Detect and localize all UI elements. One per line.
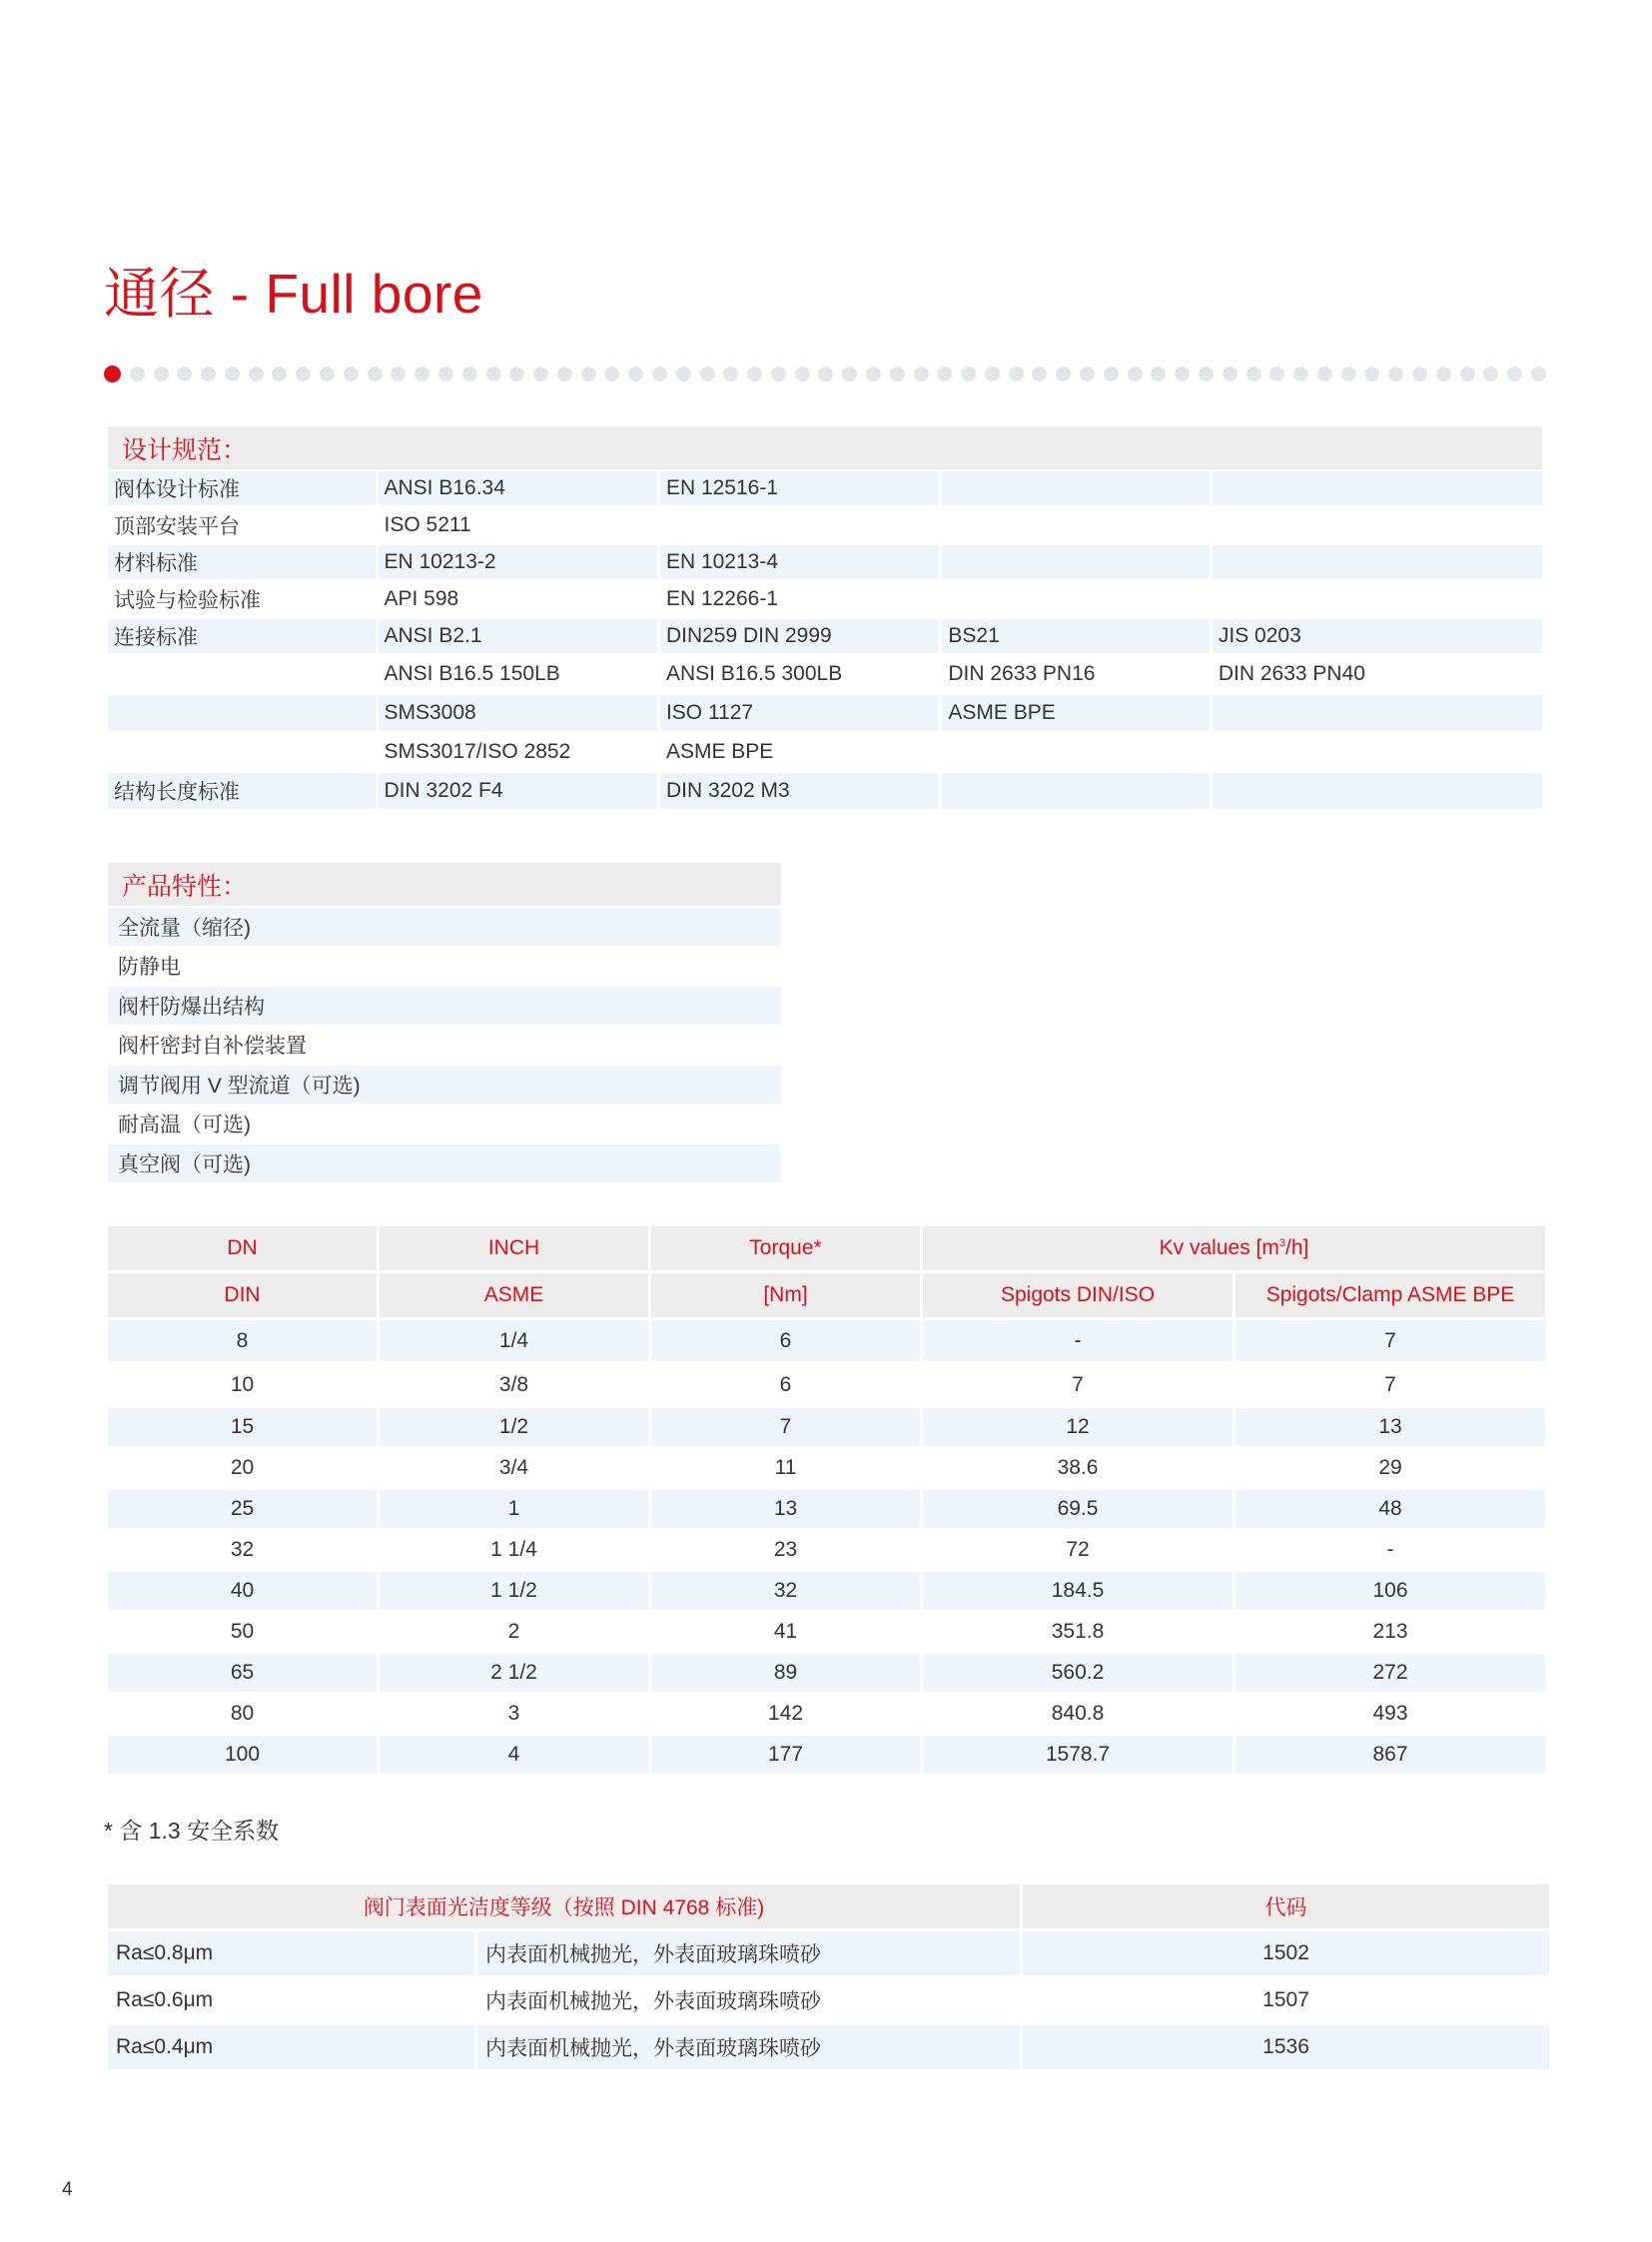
- dot: [344, 367, 359, 381]
- table-cell: 89: [650, 1653, 922, 1694]
- dot: [320, 367, 335, 381]
- design-cell: [1213, 734, 1542, 770]
- dot: [914, 367, 929, 381]
- table-cell: 32: [107, 1530, 379, 1571]
- design-cell: [1213, 773, 1542, 809]
- table-cell: 8: [107, 1319, 379, 1363]
- table-row: [107, 1930, 1551, 1977]
- design-cell: EN 10213-2: [379, 545, 660, 579]
- header-torque: Torque*: [650, 1225, 922, 1272]
- header-kv-sup: 3: [1278, 1237, 1285, 1249]
- table-row: [107, 2024, 1551, 2071]
- dot: [1317, 367, 1332, 381]
- design-standards-table: [108, 471, 1542, 812]
- feature-item: 耐高温（可选): [108, 1106, 781, 1145]
- dot: [1483, 367, 1498, 381]
- table-cell: 7: [922, 1363, 1235, 1407]
- table-row: [107, 1977, 1551, 2024]
- dot: [1128, 367, 1143, 381]
- dot: [700, 367, 715, 381]
- dot: [1341, 367, 1356, 381]
- design-cell: ANSI B2.1: [379, 619, 660, 653]
- dot: [866, 367, 881, 381]
- table-cell: 48: [1235, 1489, 1547, 1530]
- dot: [1246, 367, 1261, 381]
- dot: [533, 367, 548, 381]
- feature-item: 真空阀（可选): [108, 1144, 781, 1184]
- dot: [723, 367, 738, 381]
- dot: [272, 367, 287, 381]
- table-cell: 23: [650, 1530, 922, 1571]
- table-cell: 6: [650, 1319, 922, 1363]
- code-cell: 1536: [1022, 2024, 1551, 2071]
- design-row-label: [108, 656, 379, 692]
- dot: [1080, 367, 1095, 381]
- table-cell: 7: [1235, 1319, 1547, 1363]
- spec-table: [105, 1223, 1548, 1777]
- design-cell: [660, 508, 942, 542]
- design-cell: ISO 1127: [660, 695, 942, 731]
- dot: [795, 367, 810, 381]
- table-cell: 50: [107, 1612, 379, 1653]
- table-row: [107, 1694, 1547, 1735]
- table-cell: -: [922, 1319, 1235, 1363]
- dot: [1364, 367, 1379, 381]
- design-row: [108, 734, 1542, 773]
- table-row: [107, 1735, 1547, 1776]
- header-inch: INCH: [379, 1225, 650, 1272]
- header-dn: DN: [107, 1225, 379, 1272]
- table-cell: 1/2: [379, 1407, 650, 1448]
- design-cell: [942, 773, 1213, 809]
- design-row: [108, 619, 1542, 656]
- dot: [1223, 367, 1238, 381]
- table-cell: 20: [107, 1448, 379, 1489]
- design-cell: DIN 3202 F4: [379, 773, 660, 809]
- table-cell: 12: [922, 1407, 1235, 1448]
- dot: [249, 367, 264, 381]
- table-cell: 867: [1235, 1735, 1547, 1776]
- dot: [225, 367, 240, 381]
- header-spigots-din: Spigots DIN/ISO: [922, 1272, 1235, 1319]
- dot: [1056, 367, 1071, 381]
- table-row: [107, 1612, 1547, 1653]
- table-cell: 2 1/2: [379, 1653, 650, 1694]
- design-cell: API 598: [379, 582, 660, 616]
- table-cell: 80: [107, 1694, 379, 1735]
- table-cell: 142: [650, 1694, 922, 1735]
- design-row-label: 连接标准: [108, 619, 379, 653]
- design-cell: [1213, 582, 1542, 616]
- table-cell: 1/4: [379, 1319, 650, 1363]
- design-cell: [942, 734, 1213, 770]
- roughness-cell: Ra≤0.8μm: [107, 1930, 476, 1977]
- table-cell: 3/8: [379, 1363, 650, 1407]
- design-row: [108, 582, 1542, 619]
- table-cell: 32: [650, 1571, 922, 1612]
- design-row-label: 阀体设计标准: [108, 471, 379, 505]
- dot: [771, 367, 786, 381]
- design-cell: [942, 471, 1213, 505]
- feature-item: 阀杆密封自补偿装置: [108, 1027, 781, 1067]
- table-cell: 40: [107, 1571, 379, 1612]
- table-cell: 41: [650, 1612, 922, 1653]
- dot: [1531, 367, 1546, 381]
- dot: [438, 367, 453, 381]
- table-row: [107, 1448, 1547, 1489]
- design-row: [108, 656, 1542, 695]
- design-cell: DIN 3202 M3: [660, 773, 942, 809]
- table-row: [107, 1363, 1547, 1407]
- feature-item: 调节阀用 V 型流道（可选): [108, 1066, 781, 1106]
- header-surface-grade: 阀门表面光洁度等级（按照 DIN 4768 标准): [107, 1883, 1022, 1930]
- design-row-label: [108, 734, 379, 770]
- design-row-label: 顶部安装平台: [108, 508, 379, 542]
- finish-desc-cell: 内表面机械抛光，外表面玻璃珠喷砂: [476, 1930, 1022, 1977]
- features-list: [108, 908, 781, 1184]
- dot: [1009, 367, 1024, 381]
- dot: [177, 367, 192, 381]
- table-cell: 38.6: [922, 1448, 1235, 1489]
- design-cell: [942, 508, 1213, 542]
- design-cell: [1213, 695, 1542, 731]
- header-asme: ASME: [379, 1272, 650, 1319]
- dot: [890, 367, 905, 381]
- header-kv: [922, 1225, 1547, 1272]
- table-cell: 15: [107, 1407, 379, 1448]
- table-row: [107, 1653, 1547, 1694]
- design-cell: BS21: [942, 619, 1213, 653]
- design-cell: ASME BPE: [660, 734, 942, 770]
- dot: [1104, 367, 1119, 381]
- table-cell: 25: [107, 1489, 379, 1530]
- design-cell: [1213, 545, 1542, 579]
- table-row: [107, 1319, 1547, 1363]
- design-heading: 设计规范：: [108, 426, 1542, 469]
- page-number: 4: [62, 2179, 73, 2200]
- table-cell: 7: [1235, 1363, 1547, 1407]
- dot: [676, 367, 691, 381]
- design-row: [108, 471, 1542, 508]
- design-cell: SMS3008: [379, 695, 660, 731]
- dot: [296, 367, 311, 381]
- table-cell: 3/4: [379, 1448, 650, 1489]
- design-cell: DIN 2633 PN16: [942, 656, 1213, 692]
- dot: [652, 367, 667, 381]
- design-cell: [942, 582, 1213, 616]
- dot: [1388, 367, 1403, 381]
- dot: [1293, 367, 1308, 381]
- design-cell: DIN259 DIN 2999: [660, 619, 942, 653]
- dot: [509, 367, 524, 381]
- table-cell: 351.8: [922, 1612, 1235, 1653]
- table-cell: 7: [650, 1407, 922, 1448]
- design-cell: ISO 5211: [379, 508, 660, 542]
- table-cell: 1 1/4: [379, 1530, 650, 1571]
- design-cell: [942, 545, 1213, 579]
- table-row: [107, 1571, 1547, 1612]
- surface-finish-table: [105, 1881, 1552, 2072]
- code-cell: 1502: [1022, 1930, 1551, 1977]
- table-cell: 6: [650, 1363, 922, 1407]
- table-cell: 493: [1235, 1694, 1547, 1735]
- design-cell: ANSI B16.5 150LB: [379, 656, 660, 692]
- table-cell: -: [1235, 1530, 1547, 1571]
- roughness-cell: Ra≤0.4μm: [107, 2024, 476, 2071]
- dot: [486, 367, 501, 381]
- design-cell: DIN 2633 PN40: [1218, 662, 1365, 685]
- table-cell: 1578.7: [922, 1735, 1235, 1776]
- table-cell: 2: [379, 1612, 650, 1653]
- dot: [937, 367, 952, 381]
- design-cell: ASME BPE: [942, 695, 1213, 731]
- table-cell: 4: [379, 1735, 650, 1776]
- dot: [1199, 367, 1214, 381]
- design-row-label: 结构长度标准: [108, 773, 379, 809]
- design-row-label: 材料标准: [108, 545, 379, 579]
- table-cell: 184.5: [922, 1571, 1235, 1612]
- header-spigots-clamp: Spigots/Clamp ASME BPE: [1235, 1272, 1547, 1319]
- table-cell: 1: [379, 1489, 650, 1530]
- dot: [462, 367, 477, 381]
- table-row: [107, 1530, 1547, 1571]
- dot: [557, 367, 572, 381]
- design-cell: EN 10213-4: [660, 545, 942, 579]
- table-cell: 106: [1235, 1571, 1547, 1612]
- design-row: [108, 773, 1542, 812]
- table-cell: 3: [379, 1694, 650, 1735]
- table-row: [107, 1407, 1547, 1448]
- active-dot: [104, 366, 121, 382]
- table-cell: 10: [107, 1363, 379, 1407]
- design-row: [108, 508, 1542, 545]
- dot: [1436, 367, 1451, 381]
- dot: [1507, 367, 1522, 381]
- dot: [1151, 367, 1166, 381]
- finish-desc-cell: 内表面机械抛光，外表面玻璃珠喷砂: [476, 2024, 1022, 2071]
- design-row: [108, 695, 1542, 734]
- header-kv-label: Kv values [m: [1159, 1236, 1279, 1259]
- design-row-label: 试验与检验标准: [108, 582, 379, 616]
- dot: [581, 367, 596, 381]
- feature-item: 全流量（缩径): [108, 908, 781, 948]
- dot-divider: [104, 365, 1546, 382]
- design-cell: [1213, 471, 1542, 505]
- table-cell: 560.2: [922, 1653, 1235, 1694]
- dot: [154, 367, 169, 381]
- header-nm: [Nm]: [650, 1272, 922, 1319]
- design-cell: SMS3017/ISO 2852: [379, 734, 660, 770]
- dot: [985, 367, 1000, 381]
- dot: [1175, 367, 1190, 381]
- page-title: 通径 - Full bore: [104, 263, 483, 325]
- table-cell: 1 1/2: [379, 1571, 650, 1612]
- features-heading: 产品特性：: [108, 863, 781, 906]
- table-cell: 213: [1235, 1612, 1547, 1653]
- dot: [391, 367, 406, 381]
- table-cell: 100: [107, 1735, 379, 1776]
- dot: [628, 367, 643, 381]
- feature-item: 防静电: [108, 948, 781, 988]
- table-cell: 13: [650, 1489, 922, 1530]
- dot: [201, 367, 216, 381]
- design-cell: ANSI B16.34: [379, 471, 660, 505]
- dot: [747, 367, 762, 381]
- dot: [818, 367, 833, 381]
- design-cell: ANSI B16.5 300LB: [660, 656, 942, 692]
- design-cell: [1213, 508, 1542, 542]
- dot: [842, 367, 857, 381]
- torque-note: * 含 1.3 安全系数: [104, 1818, 280, 1844]
- dot: [961, 367, 976, 381]
- table-cell: 65: [107, 1653, 379, 1694]
- table-cell: 272: [1235, 1653, 1547, 1694]
- dot: [1412, 367, 1427, 381]
- header-din: DIN: [107, 1272, 379, 1319]
- table-cell: 69.5: [922, 1489, 1235, 1530]
- dot: [368, 367, 383, 381]
- dot: [1269, 367, 1284, 381]
- dot: [130, 367, 145, 381]
- table-cell: 13: [1235, 1407, 1547, 1448]
- code-cell: 1507: [1022, 1977, 1551, 2024]
- dot: [604, 367, 619, 381]
- dot: [1460, 367, 1475, 381]
- table-cell: 840.8: [922, 1694, 1235, 1735]
- design-cell: EN 12266-1: [660, 582, 942, 616]
- design-cell: EN 12516-1: [660, 471, 942, 505]
- header-kv-end: /h]: [1285, 1236, 1309, 1259]
- dot: [414, 367, 429, 381]
- roughness-cell: Ra≤0.6μm: [107, 1977, 476, 2024]
- table-cell: 29: [1235, 1448, 1547, 1489]
- dot: [1032, 367, 1047, 381]
- table-cell: 11: [650, 1448, 922, 1489]
- design-row-label: [108, 695, 379, 731]
- header-code: 代码: [1022, 1883, 1551, 1930]
- table-cell: 177: [650, 1735, 922, 1776]
- table-row: [107, 1489, 1547, 1530]
- finish-desc-cell: 内表面机械抛光，外表面玻璃珠喷砂: [476, 1977, 1022, 2024]
- design-row: [108, 545, 1542, 582]
- feature-item: 阀杆防爆出结构: [108, 987, 781, 1027]
- table-cell: 72: [922, 1530, 1235, 1571]
- design-cell: JIS 0203: [1213, 619, 1542, 653]
